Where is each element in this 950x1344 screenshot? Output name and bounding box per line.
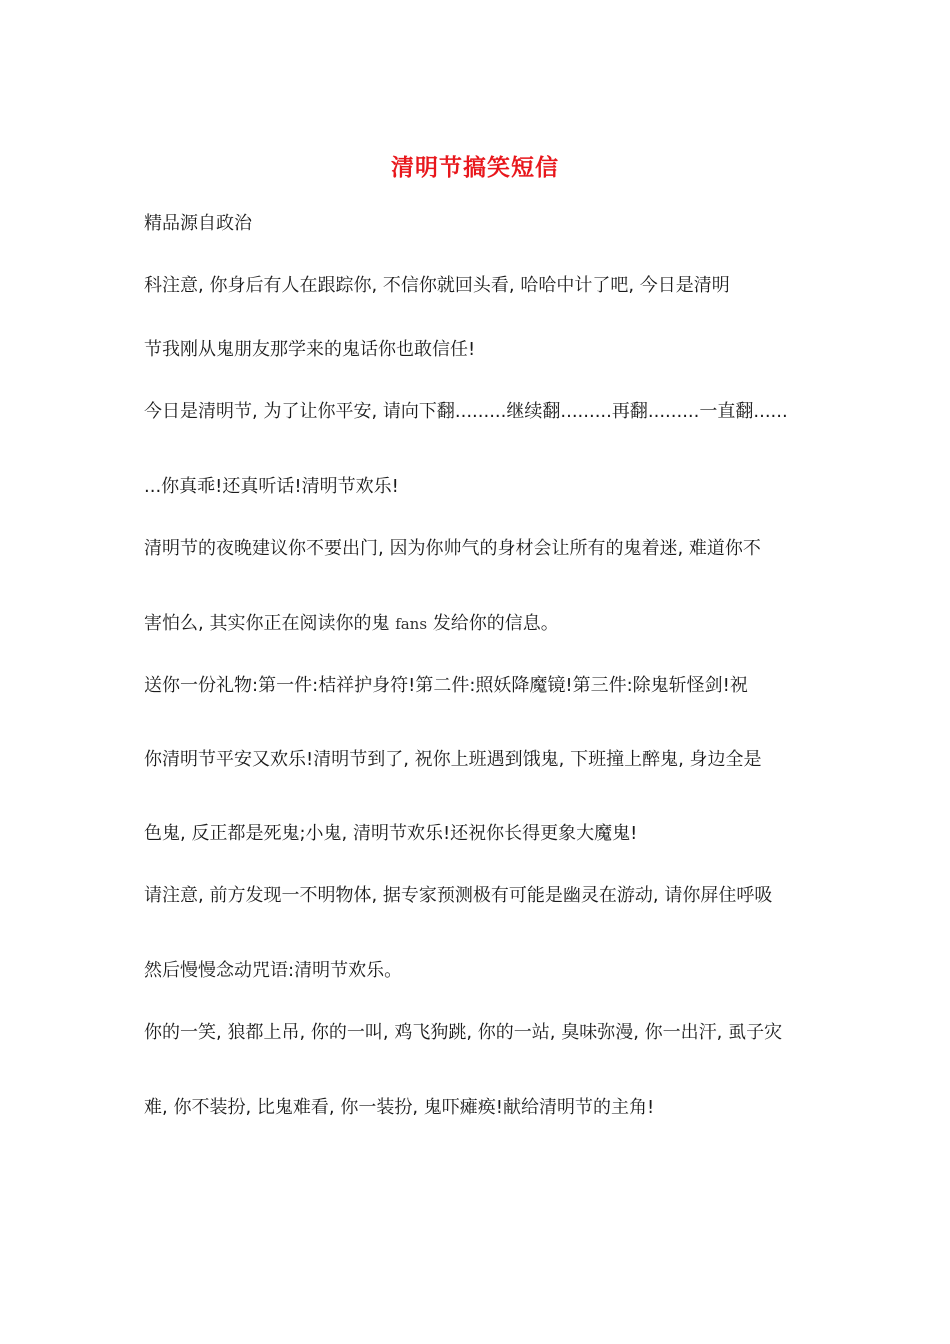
- text-line-fans: [144, 611, 559, 637]
- text-fragment: 发给你的信息。: [432, 613, 559, 634]
- text-line: 节我刚从鬼朋友那学来的鬼话你也敢信任!: [144, 339, 476, 360]
- text-line: 请注意, 前方发现一不明物体, 据专家预测极有可能是幽灵在游动, 请你屏住呼吸: [144, 885, 773, 906]
- text-line: 你清明节平安又欢乐!清明节到了, 祝你上班遇到饿鬼, 下班撞上醉鬼, 身边全是: [144, 749, 762, 770]
- text-line: 科注意, 你身后有人在跟踪你, 不信你就回头看, 哈哈中计了吧, 今日是清明: [144, 275, 730, 296]
- text-line: 然后慢慢念动咒语:清明节欢乐。: [144, 960, 403, 981]
- source-line: 精品源自政治: [144, 213, 252, 234]
- document-title: 清明节搞笑短信: [391, 155, 559, 181]
- fans-word: fans: [395, 615, 428, 633]
- text-line: 色鬼, 反正都是死鬼;小鬼, 清明节欢乐!还祝你长得更象大魔鬼!: [144, 823, 638, 844]
- text-line: 清明节的夜晚建议你不要出门, 因为你帅气的身材会让所有的鬼着迷, 难道你不: [144, 538, 761, 559]
- text-line: 你的一笑, 狼都上吊, 你的一叫, 鸡飞狗跳, 你的一站, 臭味弥漫, 你一出汗, 虱子灾: [144, 1022, 783, 1043]
- text-fragment: 害怕么, 其实你正在阅读你的鬼: [144, 613, 390, 634]
- text-line: ...你真乖!还真听话!清明节欢乐!: [144, 476, 399, 497]
- text-line: 今日是清明节, 为了让你平安, 请向下翻.........继续翻.........再翻.........一直翻......: [144, 401, 788, 422]
- text-line: 难, 你不装扮, 比鬼难看, 你一装扮, 鬼吓瘫痪!献给清明节的主角!: [144, 1097, 655, 1118]
- text-line: 送你一份礼物:第一件:桔祥护身符!第二件:照妖降魔镜!第三件:除鬼斩怪剑!祝: [144, 675, 748, 696]
